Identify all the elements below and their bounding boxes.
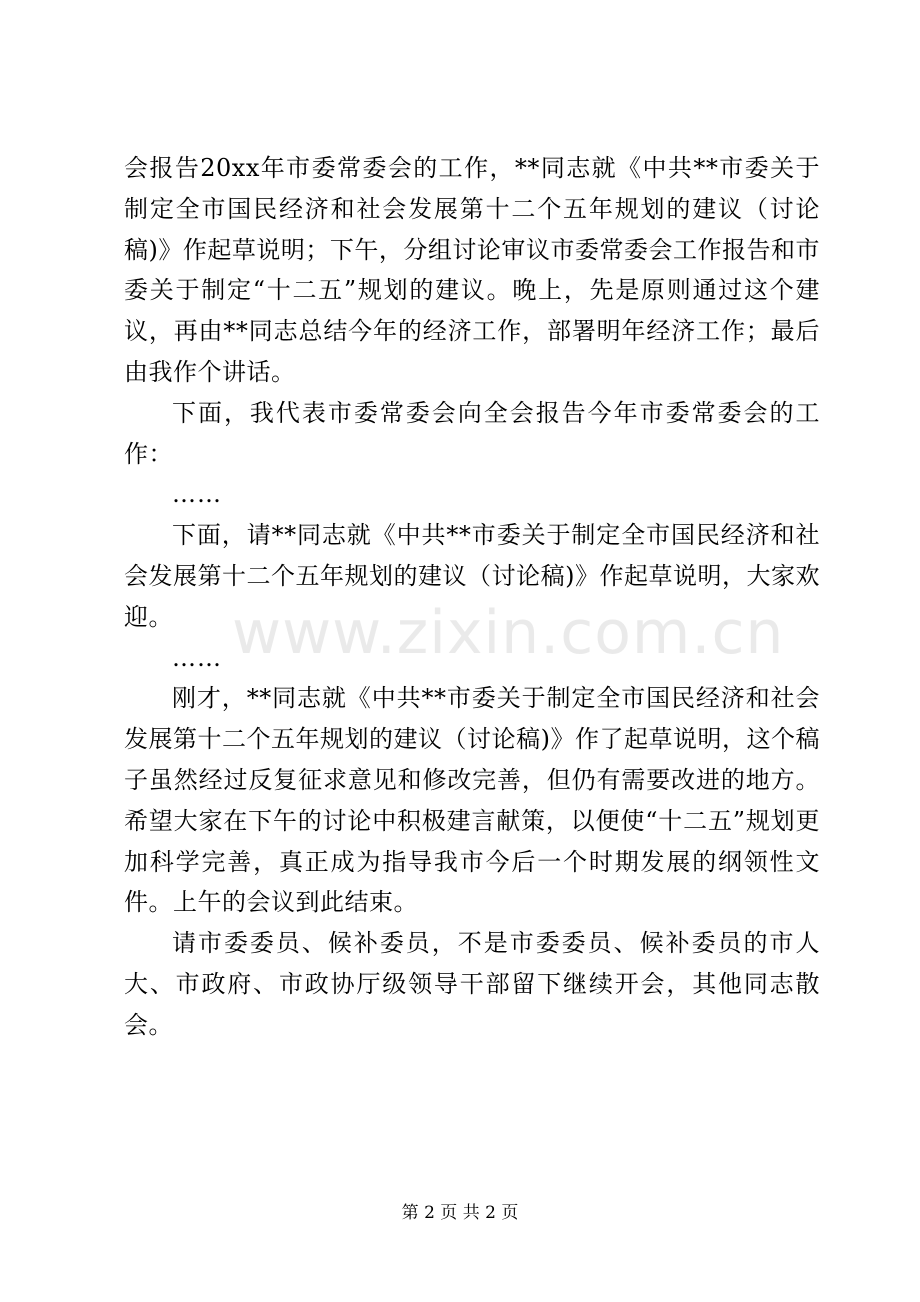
ellipsis-1: …… (172, 480, 222, 509)
document-body (124, 148, 820, 1046)
page-footer: 第 2 页 共 2 页 (401, 1203, 519, 1223)
watermark: www.zixin.com.cn (232, 598, 785, 668)
paragraph-closing-remarks: 刚才，**同志就《中共**市委关于制定全市国民经济和社会发展第十二个五年规划的建议（讨论稿)》作了起草说明，这个稿子虽然经过反复征求意见和修改完善，但仍有需要改进的地方。希望大家在下午的讨论中积极建言献策，以便使“十二五”规划更加科学完善，真正成为指导我市今后一个时期发展的纲领性文件。上午的会议到此结束。 (124, 684, 820, 917)
paragraph-draft-intro: 下面，请**同志就《中共**市委关于制定全市国民经济和社会发展第十二个五年规划的建议（讨论稿)》作起草说明，大家欢迎。 (124, 521, 820, 631)
paragraph-report-intro: 下面，我代表市委常委会向全会报告今年市委常委会的工作： (124, 398, 820, 468)
paragraph-continuation: 会报告20xx年市委常委会的工作，**同志就《中共**市委关于制定全市国民经济和社会发展第十二个五年规划的建议（讨论稿)》作起草说明；下午，分组讨论审议市委常委会工作报告和市委关于制定“十二五”规划的建议。晚上，先是原则通过这个建议，再由**同志总结今年的经济工作，部署明年经济工作；最后由我作个讲话。 (124, 154, 820, 386)
ellipsis-2: …… (172, 643, 222, 672)
paragraph-dismissal: 请市委委员、候补委员，不是市委委员、候补委员的市人大、市政府、市政协厅级领导干部留下继续开会，其他同志散会。 (124, 929, 820, 1039)
